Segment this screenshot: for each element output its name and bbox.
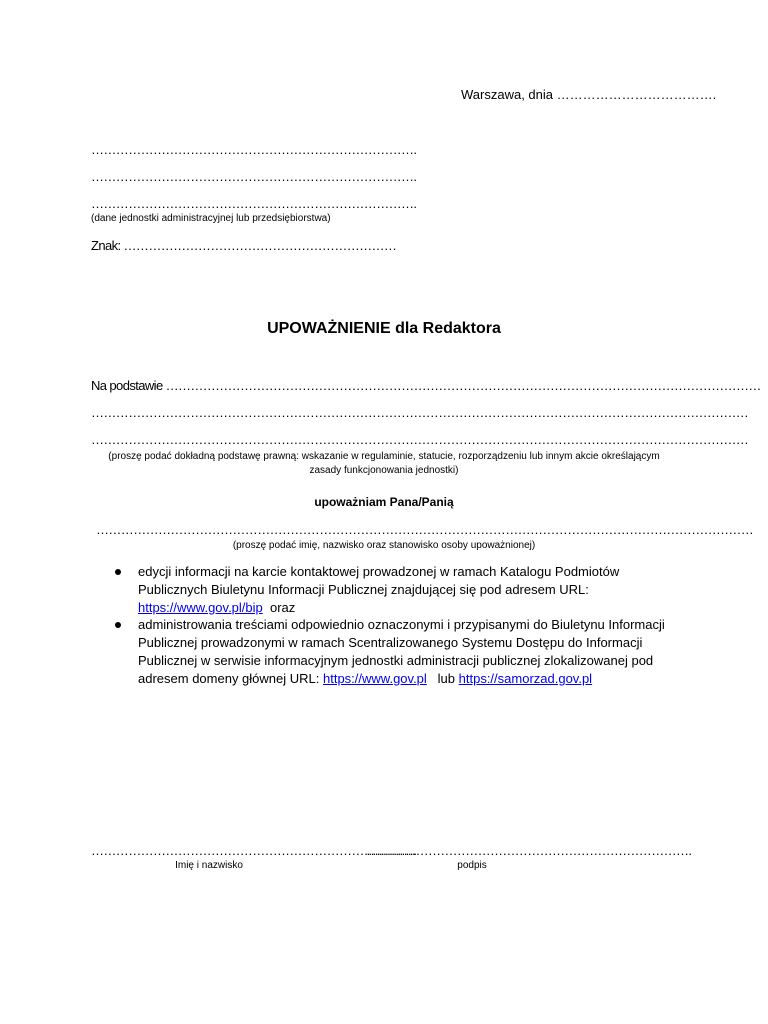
legal-basis-hint-2: zasady funkcjonowania jednostki) (309, 465, 459, 476)
name-signature-line: ……………………………………………………………………. (91, 843, 417, 858)
bullet-2-line-3: Publicznej w serwisie informacyjnym jednostki administracji publicznej zlokalizowanej pod (138, 653, 654, 668)
document-title: UPOWAŻNIENIE dla Redaktora (267, 320, 501, 337)
bullet-2-line-4 (138, 670, 665, 688)
legal-basis-hint-1: (proszę podać dokładną podstawę prawną: wskazanie w regulaminie, statucie, rozporządzeniu lub innym akcie określającym (108, 451, 660, 462)
bullet-item-1 (138, 563, 619, 617)
bullet-1-line-1: edycji informacji na karcie kontaktowej prowadzonej w ramach Katalogu Podmiotów (138, 564, 620, 579)
signature-label: podpis (457, 860, 487, 871)
bullet-1-tail: oraz (270, 600, 296, 615)
authorized-person-hint: (proszę podać imię, nazwisko oraz stanowisko osoby upoważnionej) (232, 540, 536, 551)
bullet-2-line-1: administrowania treściami odpowiednio oznaczonymi i przypisanymi do Biuletynu Informacji (138, 617, 665, 632)
bullet-icon (115, 569, 121, 575)
authorized-person-line: …………………………………………………………………………………………………………………………………………… (96, 522, 754, 537)
bullet-icon (115, 622, 121, 628)
entity-line-1: ……………………………………………………………………. (91, 142, 417, 157)
bip-link[interactable]: https://www.gov.pl/bip (138, 600, 263, 615)
legal-basis-line-1: Na podstawie ……………………………………………………………………………………………………………………………… (91, 378, 761, 393)
bullet-item-2 (138, 616, 665, 688)
reference-number: Znak: ………………………………………………………… (91, 238, 397, 253)
legal-basis-line-3: …………………………………………………………………………………………………………………………………………… (91, 432, 749, 447)
samorzad-link[interactable]: https://samorzad.gov.pl (458, 671, 593, 686)
bullet-2-line-2: Publicznej prowadzonymi w ramach Scentralizowanego Systemu Dostępu do Informacji (138, 635, 643, 650)
bullet-2-separator: lub (437, 671, 456, 686)
bullet-2-prefix: adresem domeny głównej URL: (138, 671, 320, 686)
entity-hint: (dane jednostki administracyjnej lub przedsiębiorstwa) (91, 213, 331, 224)
signature-line: ……………………………………………………………………. (366, 843, 692, 858)
name-label: Imię i nazwisko (175, 860, 243, 871)
gov-link[interactable]: https://www.gov.pl (323, 671, 427, 686)
place-date: Warszawa, dnia ………………………………. (461, 87, 717, 102)
entity-line-3: ……………………………………………………………………. (91, 196, 417, 211)
legal-basis-line-2: …………………………………………………………………………………………………………………………………………… (91, 405, 749, 420)
entity-line-2: ……………………………………………………………………. (91, 169, 417, 184)
bullet-1-line-3 (138, 599, 619, 617)
bullet-1-line-2: Publicznych Biuletynu Informacji Publicznej znajdującej się pod adresem URL: (138, 582, 589, 597)
authorize-heading: upoważniam Pana/Panią (314, 495, 454, 509)
